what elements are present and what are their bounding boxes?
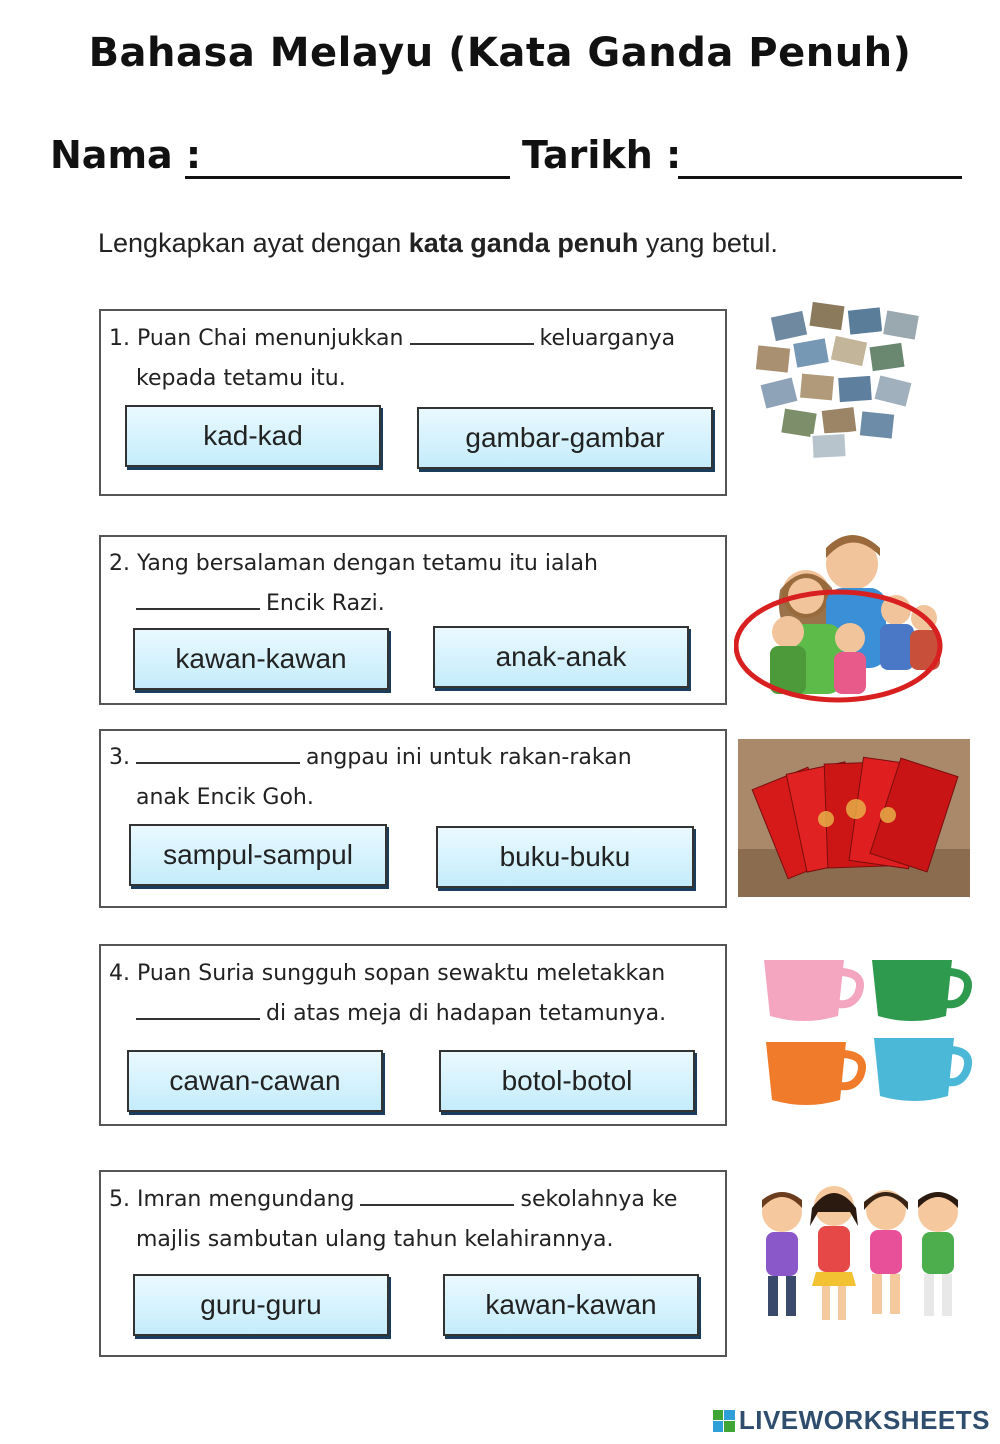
name-label: Nama : <box>50 133 202 177</box>
name-line <box>185 176 510 179</box>
q4-option-2[interactable]: botol-botol <box>439 1050 695 1112</box>
liveworksheets-logo: LIVEWORKSHEETS <box>713 1405 990 1436</box>
question-5-line-1: 5. Imran mengundang sekolahnya ke <box>109 1180 677 1220</box>
family-icon <box>734 528 946 704</box>
answer-blank <box>360 1182 514 1206</box>
photos-icon <box>752 298 930 468</box>
question-3-line-1: 3. angpau ini untuk rakan-rakan <box>109 738 632 778</box>
children-icon <box>752 1182 966 1328</box>
q1-option-2[interactable]: gambar-gambar <box>417 407 713 469</box>
question-5-line-2: majlis sambutan ulang tahun kelahirannya. <box>136 1227 614 1252</box>
pink-cup <box>764 960 860 1021</box>
q2-option-1[interactable]: kawan-kawan <box>133 628 389 690</box>
q4-option-1[interactable]: cawan-cawan <box>127 1050 383 1112</box>
worksheet-title: Bahasa Melayu (Kata Ganda Penuh) <box>88 30 912 76</box>
question-5-box <box>99 1170 727 1357</box>
answer-blank <box>410 321 534 345</box>
question-4-box <box>99 944 727 1126</box>
question-3-box <box>99 729 727 908</box>
question-3-line-2: anak Encik Goh. <box>136 785 314 810</box>
q2-option-2[interactable]: anak-anak <box>433 626 689 688</box>
question-2-line-2: Encik Razi. <box>136 584 385 624</box>
q3-option-2[interactable]: buku-buku <box>436 826 694 888</box>
question-1-line-1: 1. Puan Chai menunjukkan keluarganya <box>109 319 675 359</box>
answer-blank <box>136 996 260 1020</box>
question-1-box <box>99 309 727 496</box>
q5-option-2[interactable]: kawan-kawan <box>443 1274 699 1336</box>
cups-icon <box>758 950 974 1120</box>
answer-blank <box>136 586 260 610</box>
answer-blank <box>136 740 300 764</box>
question-2-line-1: 2. Yang bersalaman dengan tetamu itu ialah <box>109 551 598 576</box>
question-4-line-1: 4. Puan Suria sungguh sopan sewaktu meletakkan <box>109 961 666 986</box>
q1-option-1[interactable]: kad-kad <box>125 405 381 467</box>
liveworksheets-icon <box>713 1410 735 1432</box>
q5-option-1[interactable]: guru-guru <box>133 1274 389 1336</box>
q3-option-1[interactable]: sampul-sampul <box>129 824 387 886</box>
question-2-box <box>99 535 727 705</box>
instruction: Lengkapkan ayat dengan kata ganda penuh yang betul. <box>98 228 778 258</box>
date-line <box>678 176 962 179</box>
date-label: Tarikh : <box>522 133 682 177</box>
question-4-line-2: di atas meja di hadapan tetamunya. <box>136 994 666 1034</box>
red-envelopes-icon <box>738 739 970 897</box>
question-1-line-2: kepada tetamu itu. <box>136 366 346 391</box>
